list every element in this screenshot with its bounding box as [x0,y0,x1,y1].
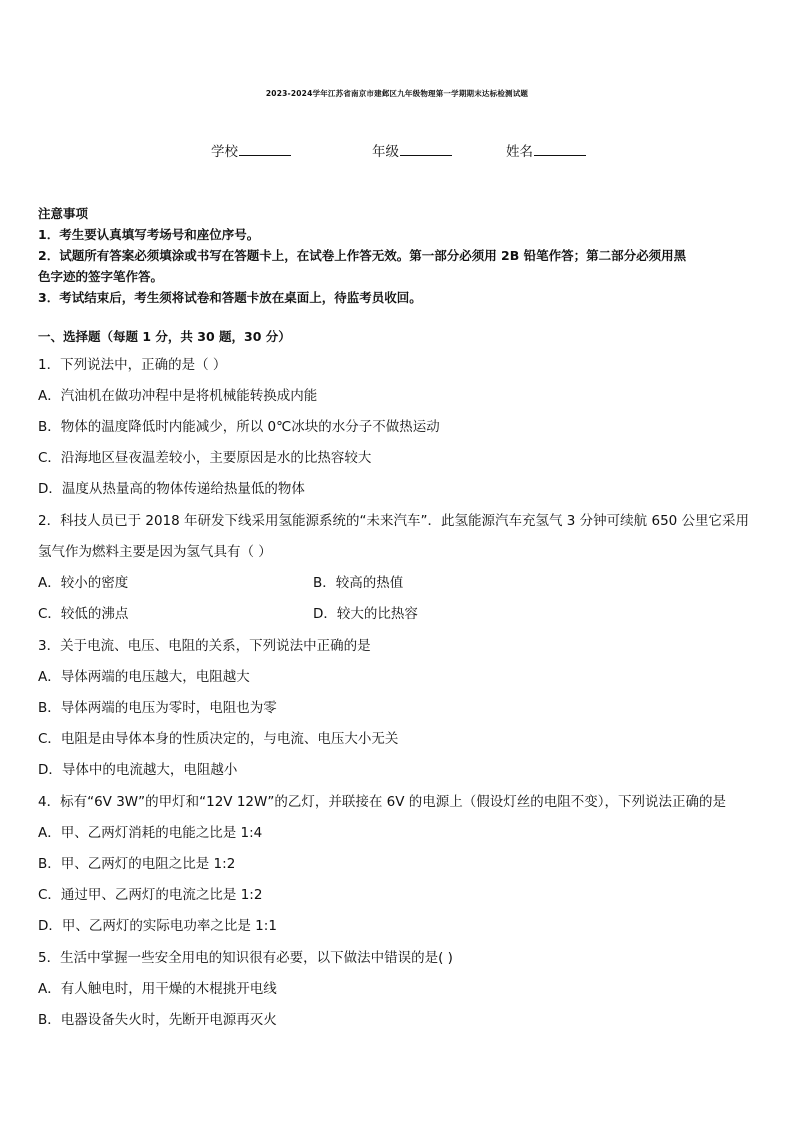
question-2-option-b: B．较高的热值 [313,575,404,591]
question-3-stem: 3．关于电流、电压、电阻的关系，下列说法中正确的是 [38,638,371,654]
exam-title: 2023-2024学年江苏省南京市建邺区九年级物理第一学期期末达标检测试题 [265,89,529,98]
question-2-stem-cont: 氢气作为燃料主要是因为氢气具有（ ） [38,544,272,560]
grade-label: 年级 [372,144,399,160]
name-field [506,140,586,160]
notice-item: 色字迹的签字笔作答。 [38,269,164,284]
question-4-option-d: D．甲、乙两灯的实际电功率之比是 1:1 [38,918,277,934]
name-label: 姓名 [506,144,533,160]
question-2-option-a: A．较小的密度 [38,575,129,591]
question-3-option-b: B．导体两端的电压为零时，电阻也为零 [38,700,277,716]
notice-item: 1．考生要认真填写考场号和座位序号。 [38,227,260,242]
notice-item: 3．考试结束后，考生须将试卷和答题卡放在桌面上，待监考员收回。 [38,290,422,305]
question-4-option-c: C．通过甲、乙两灯的电流之比是 1:2 [38,887,263,903]
school-blank [239,143,291,156]
question-4-option-a: A．甲、乙两灯消耗的电能之比是 1:4 [38,825,263,841]
question-2-option-c: C．较低的沸点 [38,606,129,622]
question-1-option-a: A．汽油机在做功冲程中是将机械能转换成内能 [38,388,318,404]
question-1-option-b: B．物体的温度降低时内能减少，所以 0℃冰块的水分子不做热运动 [38,419,440,435]
name-blank [534,143,586,156]
grade-blank [400,143,452,156]
school-label: 学校 [211,144,238,160]
question-5-stem: 5．生活中掌握一些安全用电的知识很有必要，以下做法中错误的是( ) [38,950,453,966]
question-2-option-d: D．较大的比热容 [313,606,418,622]
question-4-stem: 4．标有“6V 3W”的甲灯和“12V 12W”的乙灯，并联接在 6V 的电源上（假设灯丝的电阻不变），下列说法正确的是 [38,794,727,810]
grade-field [372,140,452,160]
question-4-option-b: B．甲、乙两灯的电阻之比是 1:2 [38,856,236,872]
question-1-stem: 1．下列说法中，正确的是（ ） [38,357,227,373]
notice-block [38,203,760,308]
school-field [211,140,291,160]
question-3-option-a: A．导体两端的电压越大，电阻越大 [38,669,250,685]
section-title: 一、选择题（每题 1 分，共 30 题，30 分） [38,329,291,344]
question-1-option-c: C．沿海地区昼夜温差较小，主要原因是水的比热容较大 [38,450,372,466]
question-5-option-a: A．有人触电时，用干燥的木棍挑开电线 [38,981,277,997]
notice-heading: 注意事项 [38,206,89,221]
question-2-stem: 2．科技人员已于 2018 年研发下线采用氢能源系统的“未来汽车”．此氢能源汽车充氢气 3 分钟可续航 650 公里它采用 [38,513,750,529]
question-3-option-d: D．导体中的电流越大，电阻越小 [38,762,238,778]
notice-item: 2．试题所有答案必须填涂或书写在答题卡上，在试卷上作答无效。第一部分必须用 2B 铅笔作答；第二部分必须用黑 [38,248,687,263]
question-5-option-b: B．电器设备失火时，先断开电源再灭火 [38,1012,277,1028]
question-1-option-d: D．温度从热量高的物体传递给热量低的物体 [38,481,305,497]
question-3-option-c: C．电阻是由导体本身的性质决定的，与电流、电压大小无关 [38,731,399,747]
